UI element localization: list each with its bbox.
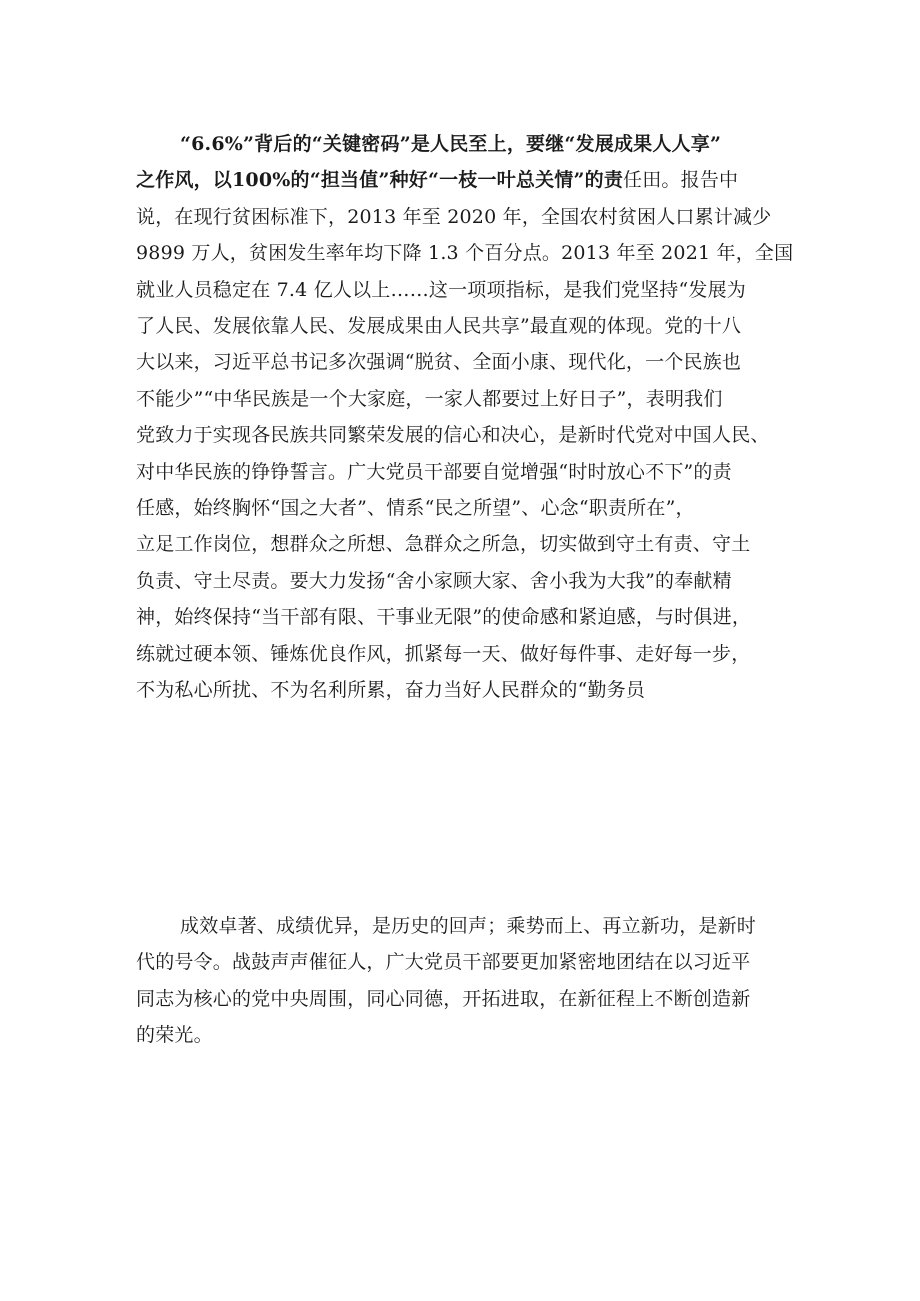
paragraph-2 [136, 908, 808, 1054]
paragraph-1-line-8: 不能少”“中华民族是一个大家庭，一家人都要过上好日子”，表明我们 [136, 387, 723, 410]
paragraph-1-line-16: 不为私心所扰、不为名利所累，奋力当好人民群众的“勤务员 [136, 679, 646, 702]
paragraph-1-line-10: 对中华民族的铮铮誓言。广大党员干部要自觉增强“时时放心不下”的责 [136, 460, 732, 483]
paragraph-1-line-2-tail: 任田。报告中 [623, 169, 739, 192]
paragraph-1-line-12: 立足工作岗位，想群众之所想、急群众之所急，切实做到守土有责、守土 [136, 533, 751, 556]
paragraph-1-line-4: 9899 万人，贫困发生率年均下降 1.3 个百分点。2013 年至 2021 年，全国 [136, 242, 794, 265]
paragraph-1-line-9: 党致力于实现各民族共同繁荣发展的信心和决心，是新时代党对中国人民、 [136, 424, 770, 447]
paragraph-1-line-5: 就业人员稳定在 7.4 亿人以上……这一项项指标，是我们党坚持“发展为 [136, 278, 747, 301]
paragraph-1 [136, 126, 808, 709]
paragraph-1-line-1: “6.6%”背后的“关键密码”是人民至上，要继“发展成果人人享” [180, 133, 722, 155]
paragraph-1-line-15: 练就过硬本领、锤炼优良作风，抓紧每一天、做好每件事、走好每一步， [136, 642, 751, 665]
paragraph-1-line-2 [136, 162, 808, 198]
paragraph-2-line-1: 成效卓著、成绩优异，是历史的回声；乘势而上、再立新功，是新时 [180, 915, 757, 937]
paragraph-1-line-11: 任感，始终胸怀“国之大者”、情系“民之所望”、心念“职责所在”， [136, 497, 695, 520]
paragraph-1-line-2-bold: 之作风，以100%的“担当值”种好“一枝一叶总关情”的责 [136, 169, 624, 192]
paragraph-2-line-2: 代的号令。战鼓声声催征人，广大党员干部要更加紧密地团结在以习近平 [136, 951, 751, 974]
paragraph-2-line-3: 同志为核心的党中央周围，同心同德，开拓进取，在新征程上不断创造新 [136, 987, 751, 1010]
paragraph-2-line-4: 的荣光。 [136, 1024, 213, 1047]
paragraph-1-line-3: 说，在现行贫困标准下，2013 年至 2020 年，全国农村贫困人口累计减少 [136, 205, 772, 228]
paragraph-1-line-7: 大以来，习近平总书记多次强调“脱贫、全面小康、现代化，一个民族也 [136, 351, 742, 374]
paragraph-1-line-14: 神，始终保持“当干部有限、干事业无限”的使命感和紧迫感，与时俱进， [136, 606, 752, 629]
paragraph-1-line-13: 负责、守土尽责。要大力发扬“舍小家顾大家、舍小我为大我”的奉献精 [136, 569, 732, 592]
paragraph-1-line-6: 了人民、发展依靠人民、发展成果由人民共享”最直观的体现。党的十八 [136, 315, 742, 338]
